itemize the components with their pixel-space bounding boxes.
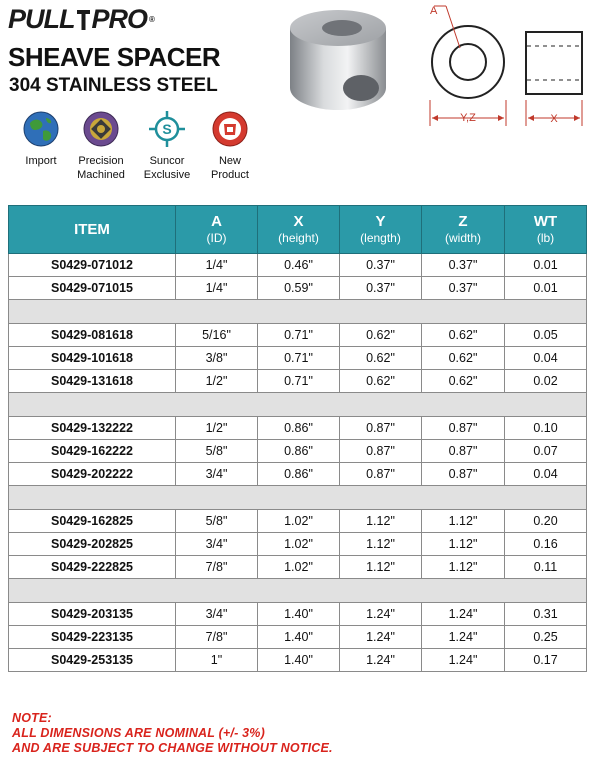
cell-item: S0429-071015 [9,277,176,300]
cell-y: 0.37" [340,277,422,300]
cell-y: 1.12" [340,510,422,533]
cell-item: S0429-071012 [9,254,176,277]
cell-wt: 0.17 [505,649,587,672]
cell-wt: 0.20 [505,510,587,533]
cell-a: 3/4" [176,603,258,626]
cell-item: S0429-253135 [9,649,176,672]
new-product-icon [211,110,249,148]
disclaimer-note [12,711,333,756]
suncor-exclusive-icon [148,110,186,148]
cell-item: S0429-162222 [9,440,176,463]
cell-x: 0.71" [258,347,340,370]
feature-import-label: Import [25,155,57,167]
cell-y: 1.12" [340,533,422,556]
cell-item: S0429-131618 [9,370,176,393]
feature-new-label: New Product [211,155,249,181]
separator-cell [9,393,587,417]
spec-table [8,205,587,672]
registered-mark: ® [149,15,154,24]
cell-z: 0.62" [422,324,505,347]
feature-precision-label: Precision Machined [77,155,125,181]
cell-x: 0.46" [258,254,340,277]
cell-y: 0.62" [340,324,422,347]
table-header-row [9,206,587,254]
cell-z: 1.12" [422,510,505,533]
table-row [9,603,587,626]
cell-a: 3/4" [176,463,258,486]
cell-wt: 0.11 [505,556,587,579]
cell-a: 5/8" [176,440,258,463]
cell-z: 1.24" [422,649,505,672]
logo-text-pro: PRO [91,4,148,34]
feature-import [10,110,72,168]
cell-item: S0429-223135 [9,626,176,649]
group-separator-row [9,300,587,324]
cell-x: 0.86" [258,440,340,463]
cell-z: 0.37" [422,254,505,277]
cell-x: 1.02" [258,533,340,556]
cell-x: 0.71" [258,370,340,393]
separator-cell [9,300,587,324]
note-line-2: AND ARE SUBJECT TO CHANGE WITHOUT NOTICE. [12,741,333,755]
table-row [9,556,587,579]
col-header-wt: WT (lb) [505,206,587,254]
page-title: SHEAVE SPACER [8,42,221,72]
table-row [9,324,587,347]
cell-wt: 0.01 [505,277,587,300]
globe-icon [22,110,60,148]
cell-a: 1/4" [176,277,258,300]
cell-x: 1.40" [258,626,340,649]
cell-y: 0.87" [340,440,422,463]
table-row [9,370,587,393]
cell-y: 0.37" [340,254,422,277]
group-separator-row [9,579,587,603]
cell-item: S0429-132222 [9,417,176,440]
cell-a: 7/8" [176,556,258,579]
page-header [0,0,593,200]
table-row [9,649,587,672]
cell-y: 1.24" [340,603,422,626]
spec-table-body [9,254,587,672]
cell-a: 3/8" [176,347,258,370]
cell-item: S0429-101618 [9,347,176,370]
table-row [9,277,587,300]
cell-a: 1" [176,649,258,672]
cell-z: 1.24" [422,603,505,626]
cell-x: 1.40" [258,649,340,672]
table-row [9,440,587,463]
feature-new-product [199,110,261,182]
cell-x: 1.40" [258,603,340,626]
cell-wt: 0.05 [505,324,587,347]
precision-machined-icon [82,110,120,148]
cell-x: 1.02" [258,510,340,533]
cell-item: S0429-202825 [9,533,176,556]
separator-cell [9,486,587,510]
pullpro-logo [8,4,154,35]
feature-suncor-label: Suncor Exclusive [143,155,191,181]
cell-wt: 0.07 [505,440,587,463]
cell-a: 1/2" [176,417,258,440]
cell-y: 1.24" [340,626,422,649]
cell-x: 0.71" [258,324,340,347]
col-header-y: Y (length) [340,206,422,254]
page-subtitle: 304 STAINLESS STEEL [9,75,218,96]
cell-wt: 0.04 [505,347,587,370]
table-row [9,533,587,556]
dimension-yz-label: Y,Z [460,112,476,124]
cell-wt: 0.02 [505,370,587,393]
cell-x: 0.86" [258,463,340,486]
col-header-item: ITEM [9,206,176,254]
group-separator-row [9,486,587,510]
col-header-z: Z (width) [422,206,505,254]
cell-y: 0.62" [340,347,422,370]
cell-item: S0429-202222 [9,463,176,486]
cell-a: 5/8" [176,510,258,533]
svg-text:S: S [162,121,172,137]
cell-a: 3/4" [176,533,258,556]
cell-wt: 0.10 [505,417,587,440]
cell-y: 1.24" [340,649,422,672]
cell-z: 1.12" [422,556,505,579]
table-row [9,254,587,277]
note-line-1: ALL DIMENSIONS ARE NOMINAL (+/- 3%) [12,726,265,740]
table-row [9,510,587,533]
feature-precision-machined [70,110,132,182]
cell-item: S0429-222825 [9,556,176,579]
cell-z: 0.62" [422,347,505,370]
table-row [9,417,587,440]
col-header-a: A (ID) [176,206,258,254]
cell-a: 7/8" [176,626,258,649]
cell-wt: 0.01 [505,254,587,277]
cell-y: 0.62" [340,370,422,393]
cell-z: 0.87" [422,417,505,440]
cell-a: 1/2" [176,370,258,393]
col-header-x: X (height) [258,206,340,254]
cell-x: 1.02" [258,556,340,579]
cell-y: 0.87" [340,417,422,440]
table-row [9,347,587,370]
cell-wt: 0.31 [505,603,587,626]
cell-z: 0.87" [422,463,505,486]
cell-a: 1/4" [176,254,258,277]
cell-z: 1.12" [422,533,505,556]
cell-item: S0429-162825 [9,510,176,533]
feature-suncor-exclusive [136,110,198,182]
cell-z: 1.24" [422,626,505,649]
cell-z: 0.62" [422,370,505,393]
table-row [9,626,587,649]
separator-cell [9,579,587,603]
cell-y: 0.87" [340,463,422,486]
note-heading: NOTE: [12,711,52,725]
cell-item: S0429-081618 [9,324,176,347]
dimension-x-label: X [550,113,558,125]
table-row [9,463,587,486]
feature-badges [10,110,260,190]
cell-wt: 0.04 [505,463,587,486]
cell-x: 0.86" [258,417,340,440]
cell-item: S0429-203135 [9,603,176,626]
cell-x: 0.59" [258,277,340,300]
dimension-a-label: A [430,5,438,17]
logo-text-pull: PULL [8,4,75,34]
cell-y: 1.12" [340,556,422,579]
group-separator-row [9,393,587,417]
spacer-product-photo [282,8,412,120]
cell-wt: 0.16 [505,533,587,556]
cell-z: 0.87" [422,440,505,463]
cell-a: 5/16" [176,324,258,347]
cell-z: 0.37" [422,277,505,300]
dimension-drawings [422,0,593,130]
cell-wt: 0.25 [505,626,587,649]
logo-t-icon [76,9,91,31]
